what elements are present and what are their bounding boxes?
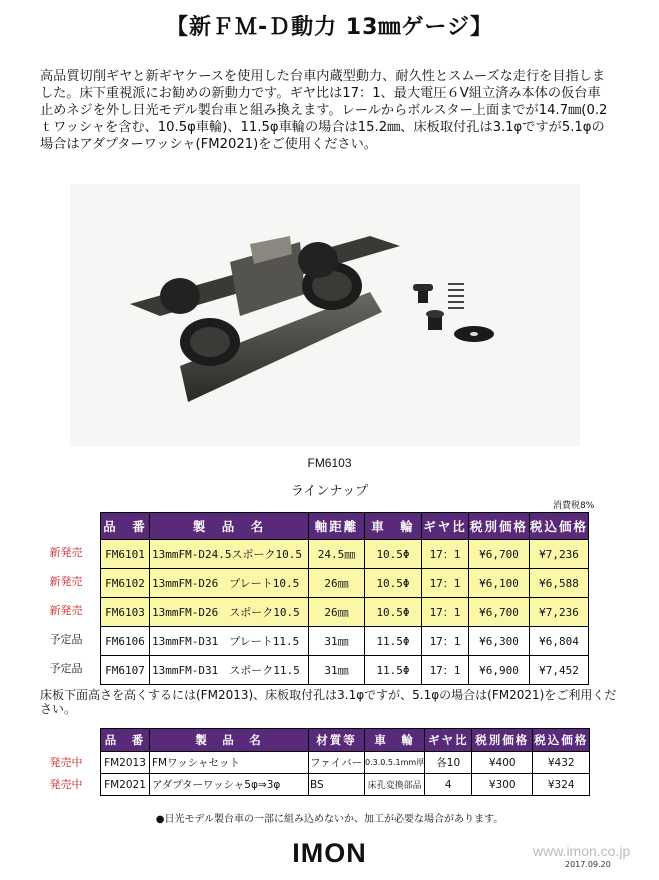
cell-wheel: 床孔変換部品 [365,774,425,796]
cell-wheel: 0.3.0.5.1mm厚 [365,752,425,774]
col-header: 製 品 名 [150,729,309,752]
cell-ratio: 17：1 [422,569,469,598]
page-title: 【新ＦＭ-Ｄ動力 13㎜ゲージ】 [166,15,493,40]
status-label: 発売中 [49,756,83,769]
cell-price-tax: ¥7,236 [530,598,589,627]
adapter-note: 床板下面高さを高くするには(FM2013)、床板取付孔は3.1φですが、5.1φの場合は(FM2021)をご利用ください。 [40,688,617,716]
imon-logo: IMON [292,838,367,868]
status-label: 新発売 [49,575,83,588]
col-header: 税別価格 [469,513,530,540]
cell-price: ¥6,300 [469,627,530,656]
cell-code: FM6106 [101,627,150,656]
cell-price-tax: ¥7,236 [530,540,589,569]
cell-code: FM6103 [101,598,150,627]
cell-wheelbase: 26㎜ [309,569,365,598]
lineup-heading: ラインナップ [290,484,369,499]
intro-text: 高品質切削ギヤと新ギヤケースを使用した台車内蔵型動力、耐久性とスムーズな走行を目指しました。床下重視派にお勧めの新動力です。ギヤ比は17：1、最大電圧６V組立済み本体の仮台車止めネジを外し日光モデル製台車と組み換えます。レールからボルスター上面までが14.7㎜(0.2ｔワッシャを含む、10.5φ車輪)、11.5φ車輪の場合は15.2㎜、床板取付孔は3.1φですが5.1φの場合はアダプターワッシャ(FM2021)をご使用ください。 [40,69,608,152]
cell-price-tax: ¥7,452 [530,656,589,685]
col-header: 税別価格 [472,729,533,752]
cell-name: 13mmFM-D31 プレート11.5 [150,627,309,656]
photo-caption: FM6103 [307,456,352,470]
col-header: 製 品 名 [150,513,309,540]
doc-date: 2017.09.20 [565,860,611,869]
cell-material: BS [309,774,365,796]
col-header: 税込価格 [530,513,589,540]
cell-wheelbase: 31㎜ [309,627,365,656]
col-header: 品 番 [101,513,150,540]
cell-ratio: 17：1 [422,656,469,685]
cell-ratio: 17：1 [422,627,469,656]
tax-note: 消費税8% [553,501,595,511]
cell-wheelbase: 24.5㎜ [309,540,365,569]
col-header: 車 輪 [365,729,425,752]
col-header: 車 輪 [365,513,422,540]
cell-ratio: 17：1 [422,598,469,627]
status-label: 予定品 [49,633,83,646]
cell-price: ¥300 [472,774,533,796]
col-header: 品 番 [101,729,150,752]
footnote: ●日光モデル製台車の一部に組み込めないか、加工が必要な場合があります。 [155,814,504,825]
status-label: 新発売 [49,604,83,617]
cell-price-tax: ¥6,588 [530,569,589,598]
table-header-row [101,729,590,752]
table-row [101,627,589,656]
cell-ratio: 17：1 [422,540,469,569]
website-watermark: www.imon.co.jp [533,843,631,859]
col-header: ギヤ比 [422,513,469,540]
cell-material: ファイバー [309,752,365,774]
cell-code: FM6107 [101,656,150,685]
table-row [101,774,590,796]
cell-code: FM2013 [101,752,150,774]
cell-wheel: 11.5Φ [365,627,422,656]
table-row [101,540,589,569]
cell-name: 13mmFM-D31 スポーク11.5 [150,656,309,685]
cell-price: ¥6,900 [469,656,530,685]
cell-wheel: 11.5Φ [365,656,422,685]
cell-wheelbase: 31㎜ [309,656,365,685]
cell-price-tax: ¥6,804 [530,627,589,656]
cell-name: アダプターワッシャ5φ⇒3φ [150,774,309,796]
cell-name: 13mmFM-D24.5スポーク10.5 [150,540,309,569]
product-photo [70,184,580,446]
status-label: 予定品 [49,662,83,675]
lineup-table [100,512,589,685]
cell-name: 13mmFM-D26 プレート10.5 [150,569,309,598]
cell-ratio: 各10 [425,752,472,774]
cell-name: FMワッシャセット [150,752,309,774]
cell-code: FM6102 [101,569,150,598]
cell-name: 13mmFM-D26 スポーク10.5 [150,598,309,627]
cell-price: ¥6,100 [469,569,530,598]
parts-table [100,728,590,796]
cell-ratio: 4 [425,774,472,796]
col-header: ギヤ比 [425,729,472,752]
table-row [101,569,589,598]
table-row [101,752,590,774]
cell-price-tax: ¥324 [533,774,590,796]
status-label: 新発売 [49,546,83,559]
table-header-row [101,513,589,540]
cell-price: ¥400 [472,752,533,774]
cell-wheelbase: 26㎜ [309,598,365,627]
cell-price-tax: ¥432 [533,752,590,774]
col-header: 軸距離 [309,513,365,540]
table-row [101,598,589,627]
table-row [101,656,589,685]
cell-price: ¥6,700 [469,540,530,569]
bogie-illustration [70,184,580,446]
col-header: 税込価格 [533,729,590,752]
cell-price: ¥6,700 [469,598,530,627]
cell-wheel: 10.5Φ [365,540,422,569]
cell-wheel: 10.5Φ [365,569,422,598]
cell-wheel: 10.5Φ [365,598,422,627]
col-header: 材質等 [309,729,365,752]
status-label: 発売中 [49,778,83,791]
cell-code: FM6101 [101,540,150,569]
cell-code: FM2021 [101,774,150,796]
